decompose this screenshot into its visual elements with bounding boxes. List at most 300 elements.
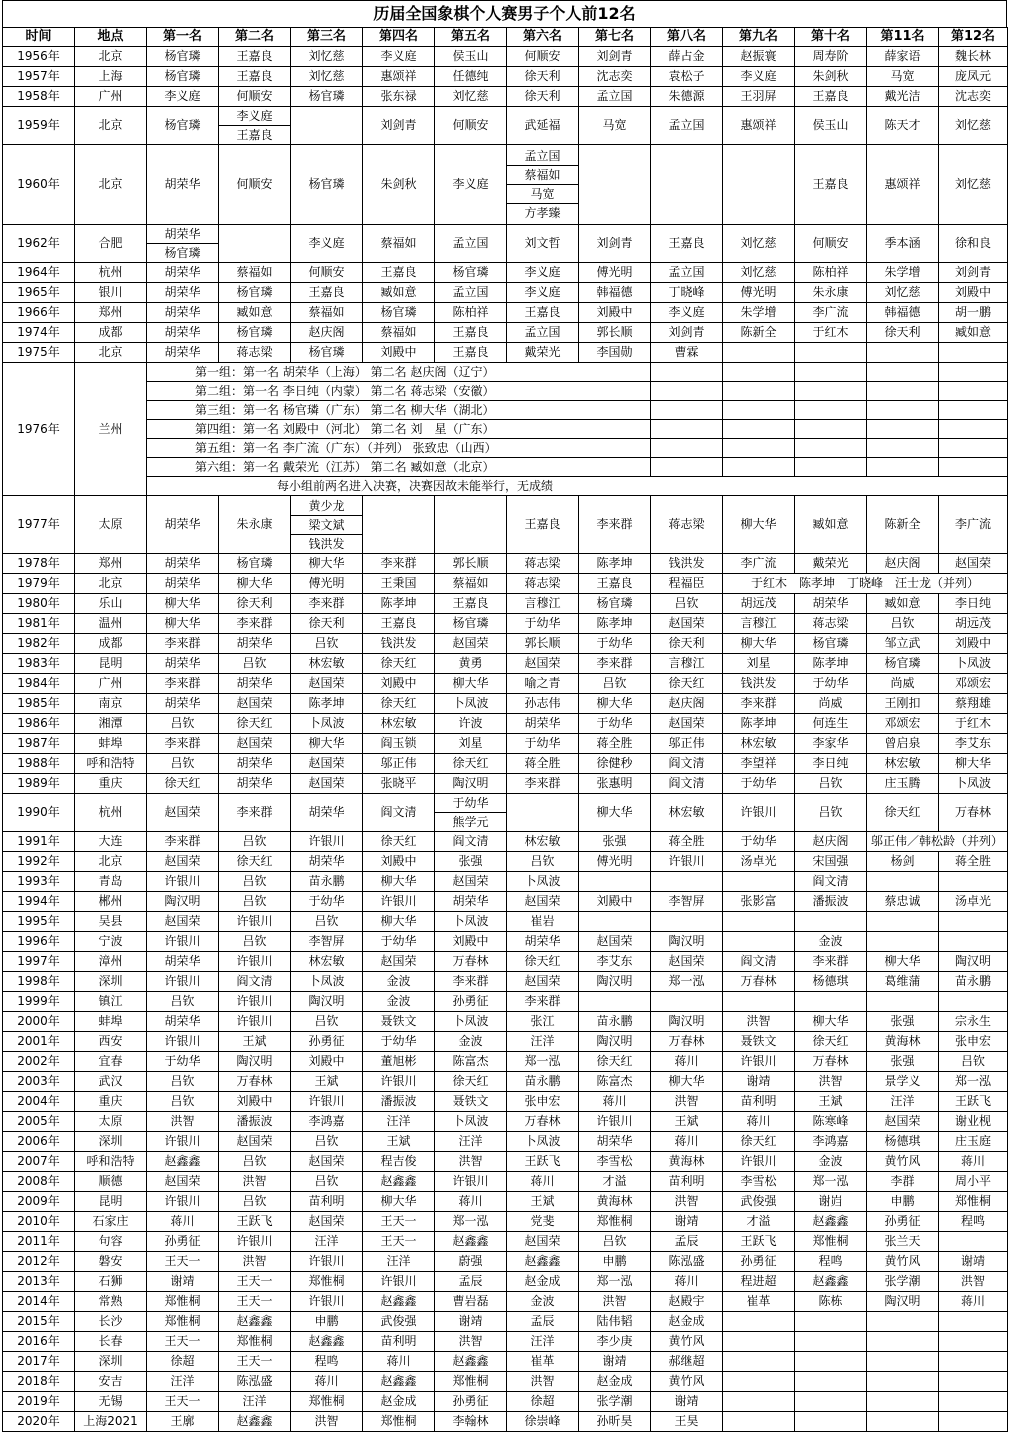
rank-cell: 郑惟桐 <box>147 1312 219 1332</box>
year-cell: 2020年 <box>3 1412 75 1432</box>
rank-cell: 王斌 <box>363 1132 435 1152</box>
rank-cell: 卜凤波 <box>291 972 363 992</box>
rank-cell: 王嘉良 <box>363 614 435 634</box>
table-row <box>3 420 1008 439</box>
rank-cell: 王廓 <box>147 1412 219 1432</box>
rank-cell: 宗永生 <box>939 1012 1008 1032</box>
location-cell: 北京 <box>75 47 147 67</box>
rank-cell: 许银川 <box>363 892 435 912</box>
rank-cell: 金波 <box>435 1032 507 1052</box>
rank-cell: 陈新全 <box>867 496 939 554</box>
location-cell: 北京 <box>75 343 147 363</box>
year-cell: 1993年 <box>3 872 75 892</box>
rank-cell: 蒋川 <box>939 1292 1008 1312</box>
rank-cell: 孙勇征 <box>147 1232 219 1252</box>
rank-cell: 李来群 <box>795 952 867 972</box>
rank-cell: 郭长顺 <box>579 323 651 343</box>
year-cell: 2018年 <box>3 1372 75 1392</box>
rank-cell: 卜凤波 <box>435 694 507 714</box>
rank-cell: 才溢 <box>723 1212 795 1232</box>
rank-cell: 王嘉良 <box>651 225 723 263</box>
empty-cell <box>723 458 795 477</box>
rank-cell: 王秉国 <box>363 574 435 594</box>
rank-cell: 陈寒峰 <box>795 1112 867 1132</box>
location-cell: 乐山 <box>75 594 147 614</box>
rank-cell: 万春林 <box>435 952 507 972</box>
rank-cell: 王嘉良 <box>435 343 507 363</box>
rank-cell <box>795 1332 867 1352</box>
rank-cell: 许银川 <box>219 912 291 932</box>
year-cell: 2004年 <box>3 1092 75 1112</box>
rank-cell: 邹立武 <box>867 634 939 654</box>
rank-cell: 许银川 <box>219 992 291 1012</box>
rank-cell: 刘忆慈 <box>723 263 795 283</box>
rank-cell <box>867 1332 939 1352</box>
year-cell: 2017年 <box>3 1352 75 1372</box>
rank-cell: 卜凤波 <box>435 912 507 932</box>
rank-cell: 赵庆阁 <box>795 832 867 852</box>
group-result: 第四组：第一名 刘殿中（河北） 第二名 刘 星（广东） <box>147 420 651 439</box>
rank-cell: 王天一 <box>219 1272 291 1292</box>
rank-cell <box>795 1372 867 1392</box>
rank-cell: 汪洋 <box>291 1232 363 1252</box>
rank-cell: 郑一泓 <box>795 1172 867 1192</box>
location-cell: 漳州 <box>75 952 147 972</box>
table-row <box>3 107 1008 145</box>
rank-cell: 王跃飞 <box>507 1152 579 1172</box>
rank-cell: 洪智 <box>219 1252 291 1272</box>
table-row <box>3 263 1008 283</box>
rank-cell: 惠颂祥 <box>363 67 435 87</box>
rank-cell: 许波 <box>435 714 507 734</box>
location-cell: 石狮 <box>75 1272 147 1292</box>
table-row <box>3 1292 1008 1312</box>
rank-cell: 于幼华 <box>795 674 867 694</box>
rank-cell: 胡荣华 <box>147 283 219 303</box>
rank-cell: 赵国荣 <box>291 1212 363 1232</box>
rank-cell: 金波 <box>507 1292 579 1312</box>
rank-cell: 刘星 <box>723 654 795 674</box>
rank-cell: 李广流 <box>795 303 867 323</box>
table-row <box>3 1092 1008 1112</box>
empty-cell <box>795 458 867 477</box>
rank-cell: 杨官璘 <box>147 47 219 67</box>
rank-cell: 李来群 <box>147 634 219 654</box>
rank-cell: 于幼华 <box>723 832 795 852</box>
group-result: 第六组：第一名 戴荣光（江苏） 第二名 臧如意（北京） <box>147 458 651 477</box>
location-cell: 呼和浩特 <box>75 754 147 774</box>
rank-cell: 孟辰 <box>507 1312 579 1332</box>
rank-cell: 陈孝坤 <box>363 594 435 614</box>
location-cell: 常熟 <box>75 1292 147 1312</box>
rank-cell <box>723 1372 795 1392</box>
rank-cell: 景学义 <box>867 1072 939 1092</box>
year-cell: 2003年 <box>3 1072 75 1092</box>
year-cell: 2009年 <box>3 1192 75 1212</box>
year-cell: 1982年 <box>3 634 75 654</box>
rank-cell: 刘殿中 <box>363 343 435 363</box>
year-cell: 1999年 <box>3 992 75 1012</box>
rank-cell: 于幼华 <box>363 932 435 952</box>
rank-cell: 王斌 <box>291 1072 363 1092</box>
year-cell: 2013年 <box>3 1272 75 1292</box>
rank-cell: 刘星 <box>435 734 507 754</box>
rank-cell <box>723 992 795 1012</box>
table-row <box>3 225 1008 263</box>
rank-cell: 胡荣华 <box>147 952 219 972</box>
rank-cell: 许银川 <box>363 1272 435 1292</box>
rank-cell: 赵鑫鑫 <box>219 1312 291 1332</box>
location-cell: 长沙 <box>75 1312 147 1332</box>
rank-cell: 胡荣华 <box>147 1012 219 1032</box>
rank-cell: 魏长林 <box>939 47 1008 67</box>
rank-cell: 刘殿中 <box>363 674 435 694</box>
table-row <box>3 1072 1008 1092</box>
rank-cell: 蒋川 <box>651 1272 723 1292</box>
empty-cell <box>939 458 1008 477</box>
rank-cell <box>867 1412 939 1432</box>
rank-cell: 赵国荣 <box>435 872 507 892</box>
rank-cell: 金波 <box>363 992 435 1012</box>
rank-cell: 邬正伟／韩松龄（并列） <box>867 832 1008 852</box>
rank-cell: 胡远茂 <box>939 614 1008 634</box>
header-cell: 第11名 <box>867 28 939 47</box>
rank-cell: 李鸿嘉 <box>795 1132 867 1152</box>
rank-cell: 刘忆慈 <box>435 87 507 107</box>
rank-cell: 郑惟桐 <box>939 1192 1008 1212</box>
empty-cell <box>795 439 867 458</box>
rank-cell: 李来群 <box>507 774 579 794</box>
rank-cell <box>147 225 219 263</box>
rank-cell: 刘殿中 <box>363 852 435 872</box>
rank-cell: 朱永康 <box>219 496 291 554</box>
table-row <box>3 1372 1008 1392</box>
rank-cell: 赵鑫鑫 <box>795 1272 867 1292</box>
rank-cell <box>507 145 579 225</box>
location-cell: 安吉 <box>75 1372 147 1392</box>
rank-cell: 王嘉良 <box>291 283 363 303</box>
rank-cell: 陈天才 <box>867 107 939 145</box>
rank-cell: 傅光明 <box>579 852 651 872</box>
header-cell: 第一名 <box>147 28 219 47</box>
location-cell: 句容 <box>75 1232 147 1252</box>
rank-cell: 赵殿宇 <box>651 1292 723 1312</box>
rank-cell: 赵鑫鑫 <box>363 1372 435 1392</box>
header-cell: 第三名 <box>291 28 363 47</box>
rank-cell: 黄海林 <box>651 1152 723 1172</box>
rank-cell: 阎文清 <box>219 972 291 992</box>
location-cell: 镇江 <box>75 992 147 1012</box>
empty-cell <box>939 1232 1008 1252</box>
tied-player: 于幼华 <box>435 794 506 813</box>
rank-cell: 阎玉锁 <box>363 734 435 754</box>
rank-cell: 汪洋 <box>147 1372 219 1392</box>
rank-cell: 柳大华 <box>147 594 219 614</box>
rank-cell <box>435 496 507 554</box>
rank-cell: 傅光明 <box>579 263 651 283</box>
rank-cell: 孟立国 <box>651 263 723 283</box>
rank-cell: 吕钦 <box>291 1172 363 1192</box>
rank-cell: 韩福德 <box>867 303 939 323</box>
rank-cell: 刘殿中 <box>579 892 651 912</box>
header-cell: 第12名 <box>939 28 1008 47</box>
rank-cell: 马宽 <box>579 107 651 145</box>
rank-cell: 徐和良 <box>939 225 1008 263</box>
location-cell: 郴州 <box>75 892 147 912</box>
rank-cell: 胡荣华 <box>147 496 219 554</box>
rank-cell: 金波 <box>363 972 435 992</box>
rank-cell: 杨德琪 <box>867 1132 939 1152</box>
rank-cell: 张影富 <box>723 892 795 912</box>
rank-cell: 张惠明 <box>579 774 651 794</box>
rank-cell <box>867 1372 939 1392</box>
rank-cell: 蒋志梁 <box>507 574 579 594</box>
rank-cell: 吕钦 <box>219 872 291 892</box>
rank-cell: 赵鑫鑫 <box>363 1172 435 1192</box>
location-cell: 石家庄 <box>75 1212 147 1232</box>
table-row <box>3 654 1008 674</box>
rank-cell: 杨官璘 <box>291 145 363 225</box>
rank-cell: 陶汉明 <box>579 972 651 992</box>
rank-cell <box>219 107 291 145</box>
year-cell: 1988年 <box>3 754 75 774</box>
year-cell: 1956年 <box>3 47 75 67</box>
rank-cell: 赵国荣 <box>291 774 363 794</box>
rank-cell <box>723 145 795 225</box>
rank-cell: 谢靖 <box>939 1252 1008 1272</box>
rank-cell: 葛维蒲 <box>867 972 939 992</box>
year-cell: 1986年 <box>3 714 75 734</box>
rank-cell: 王天一 <box>147 1392 219 1412</box>
rank-cell: 邬正伟 <box>363 754 435 774</box>
rank-cell: 柳大华 <box>939 754 1008 774</box>
rank-cell: 孟辰 <box>435 1272 507 1292</box>
rank-cell: 李艾东 <box>579 952 651 972</box>
rank-cell: 赵国荣 <box>435 634 507 654</box>
rank-cell: 吕钦 <box>147 1092 219 1112</box>
rank-cell: 郑惟桐 <box>579 1212 651 1232</box>
rank-cell: 王斌 <box>507 1192 579 1212</box>
rank-cell: 李雪松 <box>723 1172 795 1192</box>
rank-cell: 吕钦 <box>651 594 723 614</box>
rank-cell: 李家华 <box>795 734 867 754</box>
rank-cell: 李义庭 <box>363 47 435 67</box>
rank-cell: 言穆江 <box>651 654 723 674</box>
rank-cell: 郑惟桐 <box>435 1372 507 1392</box>
empty-cell <box>651 458 723 477</box>
table-row <box>3 363 1008 382</box>
rank-cell: 李翰林 <box>435 1412 507 1432</box>
rank-cell: 胡荣华 <box>147 574 219 594</box>
rank-cell: 苗利明 <box>651 1172 723 1192</box>
rank-cell: 臧如意 <box>219 303 291 323</box>
rank-cell: 吕钦 <box>579 1232 651 1252</box>
location-cell: 北京 <box>75 852 147 872</box>
table-row <box>3 1332 1008 1352</box>
rank-cell: 洪智 <box>651 1192 723 1212</box>
rank-cell: 汤卓光 <box>939 892 1008 912</box>
rank-cell: 李来群 <box>147 674 219 694</box>
rank-cell: 谢靖 <box>723 1072 795 1092</box>
table-row <box>3 1132 1008 1152</box>
header-cell: 第六名 <box>507 28 579 47</box>
rank-cell: 汪洋 <box>363 1112 435 1132</box>
rank-cell: 陈柏祥 <box>795 263 867 283</box>
rank-cell: 吕钦 <box>939 1052 1008 1072</box>
rank-cell: 许银川 <box>147 932 219 952</box>
location-cell: 深圳 <box>75 972 147 992</box>
rank-cell: 吕钦 <box>219 1152 291 1172</box>
rank-cell: 刘文哲 <box>507 225 579 263</box>
rank-cell: 于红木 <box>795 323 867 343</box>
rank-cell <box>939 1332 1008 1352</box>
rank-cell: 苗利明 <box>291 1192 363 1212</box>
rank-cell: 柳大华 <box>147 614 219 634</box>
rank-cell: 朱剑秋 <box>795 67 867 87</box>
rank-cell: 许银川 <box>723 794 795 832</box>
rank-cell: 陈孝坤 <box>723 714 795 734</box>
rank-cell: 蒋川 <box>579 1092 651 1112</box>
rank-cell: 胡荣华 <box>507 932 579 952</box>
rank-cell: 黄海林 <box>579 1192 651 1212</box>
rank-cell: 赵国荣 <box>939 554 1008 574</box>
rank-cell: 许银川 <box>651 852 723 872</box>
rank-cell: 赵国荣 <box>507 972 579 992</box>
page-title: 历届全国象棋个人赛男子个人前12名 <box>2 0 1007 27</box>
rank-cell: 吕钦 <box>579 674 651 694</box>
table-row <box>3 458 1008 477</box>
rank-cell: 许银川 <box>147 972 219 992</box>
rank-cell: 于红木 <box>939 714 1008 734</box>
rank-cell: 许银川 <box>147 1192 219 1212</box>
rank-cell: 黄海林 <box>867 1032 939 1052</box>
rank-cell: 王嘉良 <box>795 87 867 107</box>
rank-cell: 徐天红 <box>507 952 579 972</box>
rank-cell: 陶汉明 <box>219 1052 291 1072</box>
rank-cell <box>435 794 507 832</box>
rank-cell: 赵国荣 <box>867 1112 939 1132</box>
rank-cell: 洪智 <box>291 1412 363 1432</box>
rank-cell: 胡荣华 <box>291 852 363 872</box>
rank-cell: 杨官璘 <box>795 634 867 654</box>
table-row <box>3 574 1008 594</box>
rank-cell <box>723 343 795 363</box>
rank-cell: 王斌 <box>651 1112 723 1132</box>
rank-cell: 陈泓盛 <box>651 1252 723 1272</box>
rank-cell: 赵国荣 <box>651 614 723 634</box>
rank-cell: 徐天利 <box>219 594 291 614</box>
rank-cell: 阎文清 <box>723 952 795 972</box>
rank-cell: 吕钦 <box>147 714 219 734</box>
year-cell: 1991年 <box>3 832 75 852</box>
rank-cell: 柳大华 <box>723 496 795 554</box>
rank-cell: 党斐 <box>507 1212 579 1232</box>
rank-cell: 赵国荣 <box>219 694 291 714</box>
location-cell: 成都 <box>75 323 147 343</box>
rank-cell: 李国勋 <box>579 343 651 363</box>
table-row <box>3 1412 1008 1432</box>
rank-cell: 陶汉明 <box>147 892 219 912</box>
rank-cell: 徐天红 <box>435 1072 507 1092</box>
rank-cell: 张强 <box>579 832 651 852</box>
rank-cell: 林宏敏 <box>651 794 723 832</box>
year-cell: 2015年 <box>3 1312 75 1332</box>
rank-cell: 柳大华 <box>435 674 507 694</box>
rank-cell: 赵庆阁 <box>651 694 723 714</box>
rank-cell: 谢业枧 <box>939 1112 1008 1132</box>
rank-cell: 赵鑫鑫 <box>147 1152 219 1172</box>
rank-cell: 胡一鹏 <box>939 303 1008 323</box>
location-cell: 磐安 <box>75 1252 147 1272</box>
rank-cell: 李来群 <box>723 694 795 714</box>
table-row <box>3 554 1008 574</box>
empty-cell <box>723 439 795 458</box>
rank-cell: 武俊强 <box>723 1192 795 1212</box>
rank-cell: 杨官璘 <box>219 323 291 343</box>
location-cell: 蚌埠 <box>75 734 147 754</box>
rank-cell: 王嘉良 <box>435 323 507 343</box>
year-cell: 2002年 <box>3 1052 75 1072</box>
rank-cell: 臧如意 <box>363 283 435 303</box>
rank-cell: 赵国荣 <box>507 892 579 912</box>
rank-cell: 周小平 <box>939 1172 1008 1192</box>
rank-cell: 庄玉腾 <box>867 774 939 794</box>
rank-cell <box>651 992 723 1012</box>
rank-cell: 何顺安 <box>507 47 579 67</box>
rank-cell: 张强 <box>867 1012 939 1032</box>
location-cell: 杭州 <box>75 794 147 832</box>
rank-cell: 徐健秒 <box>579 754 651 774</box>
rank-cell <box>939 912 1008 932</box>
rank-cell: 崔革 <box>507 1352 579 1372</box>
rank-cell: 赵国荣 <box>291 754 363 774</box>
year-cell: 2000年 <box>3 1012 75 1032</box>
table-row <box>3 1112 1008 1132</box>
rank-cell <box>867 1312 939 1332</box>
header-cell: 时间 <box>3 28 75 47</box>
rank-cell: 柳大华 <box>579 794 651 832</box>
table-row <box>3 634 1008 654</box>
rank-cell: 许银川 <box>291 1092 363 1112</box>
location-cell: 上海 <box>75 67 147 87</box>
rank-cell <box>867 872 939 892</box>
location-cell: 太原 <box>75 496 147 554</box>
header-cell: 地点 <box>75 28 147 47</box>
rank-cell: 蒋志梁 <box>507 554 579 574</box>
rank-cell <box>579 872 651 892</box>
rank-cell <box>723 1332 795 1352</box>
rank-cell: 于幼华 <box>363 1032 435 1052</box>
location-cell: 呼和浩特 <box>75 1152 147 1172</box>
year-cell: 1959年 <box>3 107 75 145</box>
rank-cell: 卜凤波 <box>435 1112 507 1132</box>
rank-cell: 胡荣华 <box>147 323 219 343</box>
table-row <box>3 992 1008 1012</box>
rank-cell: 戴荣光 <box>795 554 867 574</box>
rank-cell: 刘殿中 <box>939 634 1008 654</box>
year-cell: 1976年 <box>3 363 75 496</box>
rank-cell: 许银川 <box>291 832 363 852</box>
rank-cell: 阎文清 <box>651 774 723 794</box>
rank-cell: 刘忆慈 <box>291 47 363 67</box>
rank-cell: 李雪松 <box>579 1152 651 1172</box>
rank-cell: 王跃飞 <box>219 1212 291 1232</box>
rank-cell: 黄竹风 <box>651 1332 723 1352</box>
rank-cell: 李日纯 <box>939 594 1008 614</box>
rank-cell: 黄竹风 <box>651 1372 723 1392</box>
table-row <box>3 754 1008 774</box>
rank-cell: 王天一 <box>147 1252 219 1272</box>
